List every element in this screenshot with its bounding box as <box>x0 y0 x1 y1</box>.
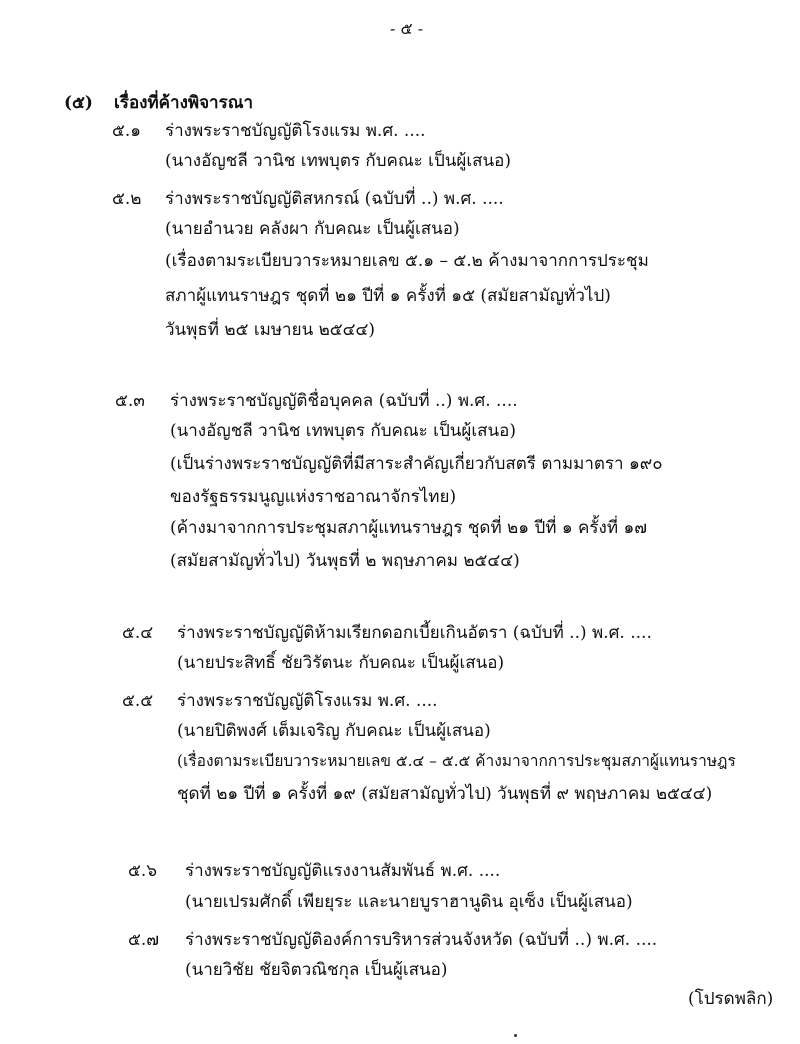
item-line: วันพุธที่ ๒๕ เมษายน ๒๕๔๔) <box>165 320 376 340</box>
section-number: (๕) <box>64 93 93 113</box>
item-line: ร่างพระราชบัญญัติโรงแรม พ.ศ. .... <box>177 691 438 711</box>
item-line: ร่างพระราชบัญญัติชื่อบุคคล (ฉบับที่ ..) พ.ศ. .... <box>170 391 518 411</box>
item-line: (นายอำนวย คลังผา กับคณะ เป็นผู้เสนอ) <box>165 219 460 239</box>
item-number: ๕.๒ <box>112 189 142 209</box>
item-line: ร่างพระราชบัญญัติแรงงานสัมพันธ์ พ.ศ. .... <box>185 861 501 881</box>
item-number: ๕.๔ <box>122 623 154 643</box>
item-line: ร่างพระราชบัญญัติองค์การบริหารส่วนจังหวัด (ฉบับที่ ..) พ.ศ. .... <box>185 930 658 950</box>
item-line: (เรื่องตามระเบียบวาระหมายเลข ๕.๔ – ๕.๕ ค้างมาจากการประชุมสภาผู้แทนราษฎร <box>177 752 736 770</box>
item-number: ๕.๓ <box>115 391 145 411</box>
item-line: ร่างพระราชบัญญัติห้ามเรียกดอกเบี้ยเกินอัตรา (ฉบับที่ ..) พ.ศ. .... <box>177 623 652 643</box>
item-line: ร่างพระราชบัญญัติโรงแรม พ.ศ. .... <box>165 121 426 141</box>
item-line: (นายวิชัย ชัยจิตวณิชกุล เป็นผู้เสนอ) <box>185 960 448 980</box>
item-line: ของรัฐธรรมนูญแห่งราชอาณาจักรไทย) <box>170 487 457 507</box>
item-line: (สมัยสามัญทั่วไป) วันพุธที่ ๒ พฤษภาคม ๒๕๔๔) <box>170 551 520 571</box>
item-line: (เป็นร่างพระราชบัญญัติที่มีสาระสำคัญเกี่ยวกับสตรี ตามมาตรา ๑๙๐ <box>170 454 663 474</box>
item-number: ๕.๕ <box>122 691 154 711</box>
item-line: สภาผู้แทนราษฎร ชุดที่ ๒๑ ปีที่ ๑ ครั้งที่ ๑๕ (สมัยสามัญทั่วไป) <box>165 286 611 306</box>
item-number: ๕.๑ <box>112 121 142 141</box>
page-number: - ๕ - <box>390 19 424 38</box>
item-number: ๕.๖ <box>128 861 158 881</box>
section-title: เรื่องที่ค้างพิจารณา <box>114 93 254 113</box>
item-line: ชุดที่ ๒๑ ปีที่ ๑ ครั้งที่ ๑๙ (สมัยสามัญทั่วไป) วันพุธที่ ๙ พฤษภาคม ๒๕๔๔) <box>177 784 713 804</box>
item-line: (ค้างมาจากการประชุมสภาผู้แทนราษฎร ชุดที่ ๒๑ ปีที่ ๑ ครั้งที่ ๑๗ <box>170 518 648 538</box>
scan-speck <box>514 1034 517 1037</box>
turn-page-note: (โปรดพลิก) <box>688 989 774 1009</box>
item-line: ร่างพระราชบัญญัติสหกรณ์ (ฉบับที่ ..) พ.ศ. .... <box>165 189 504 209</box>
item-line: (เรื่องตามระเบียบวาระหมายเลข ๕.๑ – ๕.๒ ค้างมาจากการประชุม <box>165 251 649 271</box>
item-number: ๕.๗ <box>128 930 160 950</box>
item-line: (นายเปรมศักดิ์ เพียยุระ และนายบูราฮานูดิน อุเซ็ง เป็นผู้เสนอ) <box>185 892 633 912</box>
item-line: (นายประสิทธิ์ ชัยวิรัตนะ กับคณะ เป็นผู้เสนอ) <box>177 653 505 673</box>
item-line: (นายปิติพงศ์ เต็มเจริญ กับคณะ เป็นผู้เสนอ) <box>177 721 491 741</box>
item-line: (นางอัญชลี วานิช เทพบุตร กับคณะ เป็นผู้เสนอ) <box>170 421 516 441</box>
item-line: (นางอัญชลี วานิช เทพบุตร กับคณะ เป็นผู้เสนอ) <box>165 151 511 171</box>
